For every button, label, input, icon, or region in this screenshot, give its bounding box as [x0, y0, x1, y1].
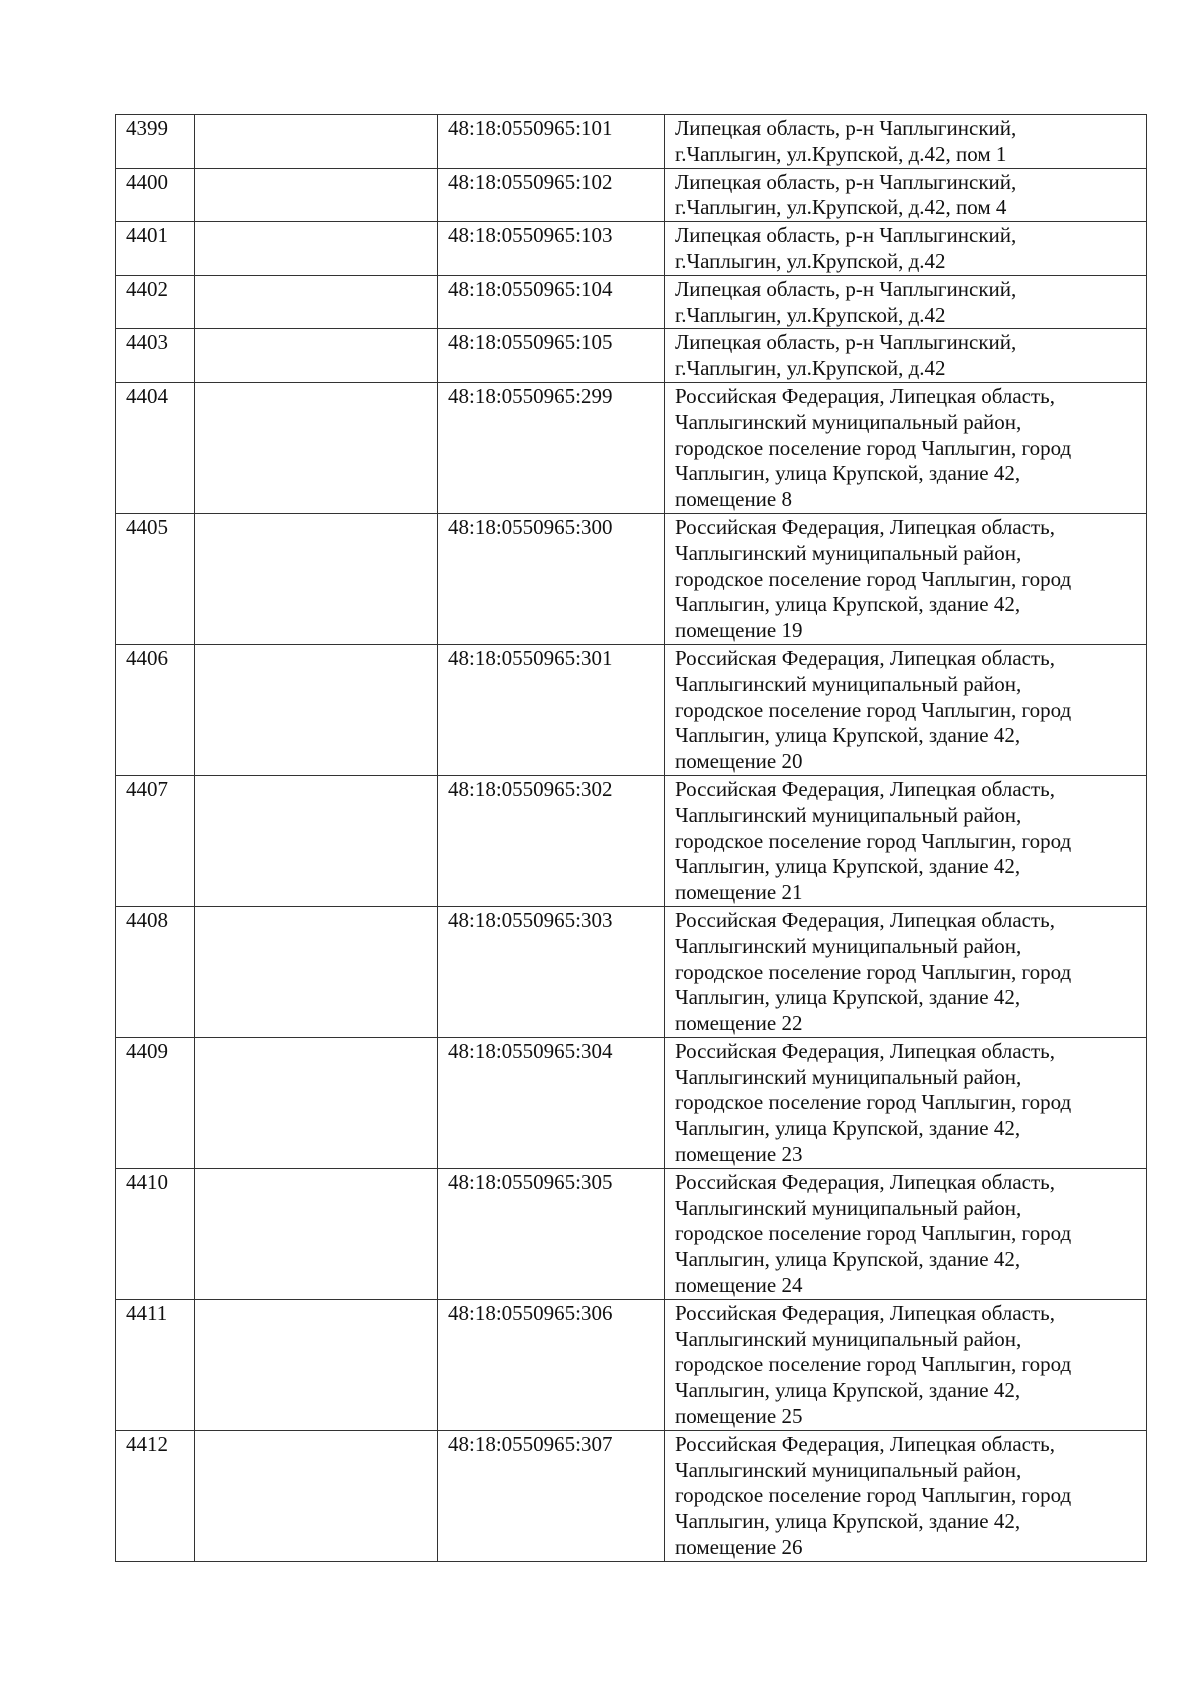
cadastral-number-cell: 48:18:0550965:304 — [438, 1037, 665, 1168]
address-cell — [665, 775, 1147, 906]
address-line: помещение 24 — [675, 1273, 803, 1298]
registry-table-body — [116, 115, 1147, 1562]
record-number-cell: 4404 — [116, 382, 195, 513]
cadastral-number-cell: 48:18:0550965:306 — [438, 1299, 665, 1430]
address-line: Российская Федерация, Липецкая область, — [675, 383, 1056, 408]
address-cell — [665, 1037, 1147, 1168]
record-number-cell: 4399 — [116, 115, 195, 169]
address-line: Российская Федерация, Липецкая область, — [675, 1038, 1056, 1063]
empty-cell — [195, 1168, 438, 1299]
address-line: Российская Федерация, Липецкая область, — [675, 1431, 1056, 1456]
address-line: Липецкая область, р-н Чаплыгинский, — [675, 330, 1017, 355]
empty-cell — [195, 1037, 438, 1168]
address-line: помещение 20 — [675, 749, 803, 774]
address-line: Чаплыгин, улица Крупской, здание 42, — [675, 854, 1021, 879]
address-line: г.Чаплыгин, ул.Крупской, д.42, пом 4 — [675, 195, 1007, 220]
empty-cell — [195, 775, 438, 906]
record-number-cell: 4400 — [116, 168, 195, 222]
address-line: Чаплыгин, улица Крупской, здание 42, — [675, 723, 1021, 748]
address-line: помещение 23 — [675, 1142, 803, 1167]
address-cell — [665, 222, 1147, 276]
address-line: Чаплыгинский муниципальный район, — [675, 933, 1022, 958]
table-row — [116, 1037, 1147, 1168]
address-line: г.Чаплыгин, ул.Крупской, д.42 — [675, 356, 946, 381]
cadastral-number-cell: 48:18:0550965:300 — [438, 513, 665, 644]
address-line: Липецкая область, р-н Чаплыгинский, — [675, 223, 1017, 248]
address-line: городское поселение город Чаплыгин, город — [675, 1221, 1072, 1246]
address-line: городское поселение город Чаплыгин, город — [675, 1483, 1072, 1508]
address-line: Чаплыгин, улица Крупской, здание 42, — [675, 1378, 1021, 1403]
address-line: Чаплыгин, улица Крупской, здание 42, — [675, 1509, 1021, 1534]
address-cell — [665, 115, 1147, 169]
empty-cell — [195, 1430, 438, 1561]
address-line: Российская Федерация, Липецкая область, — [675, 645, 1056, 670]
address-cell — [665, 382, 1147, 513]
cadastral-number-cell: 48:18:0550965:303 — [438, 906, 665, 1037]
record-number-cell: 4407 — [116, 775, 195, 906]
address-line: Чаплыгинский муниципальный район, — [675, 1064, 1022, 1089]
address-line: городское поселение город Чаплыгин, город — [675, 435, 1072, 460]
address-line: городское поселение город Чаплыгин, город — [675, 828, 1072, 853]
record-number-cell: 4403 — [116, 329, 195, 383]
address-line: Чаплыгинский муниципальный район, — [675, 802, 1022, 827]
empty-cell — [195, 513, 438, 644]
address-line: помещение 21 — [675, 880, 803, 905]
address-line: помещение 26 — [675, 1535, 803, 1560]
address-line: Чаплыгинский муниципальный район, — [675, 671, 1022, 696]
empty-cell — [195, 1299, 438, 1430]
table-row — [116, 644, 1147, 775]
table-row — [116, 1299, 1147, 1430]
address-line: Российская Федерация, Липецкая область, — [675, 1300, 1056, 1325]
address-line: Российская Федерация, Липецкая область, — [675, 776, 1056, 801]
record-number-cell: 4412 — [116, 1430, 195, 1561]
address-cell — [665, 513, 1147, 644]
address-cell — [665, 1168, 1147, 1299]
address-line: Российская Федерация, Липецкая область, — [675, 514, 1056, 539]
record-number-cell: 4405 — [116, 513, 195, 644]
address-line: Липецкая область, р-н Чаплыгинский, — [675, 169, 1017, 194]
address-cell — [665, 1299, 1147, 1430]
address-line: Чаплыгинский муниципальный район, — [675, 540, 1022, 565]
table-row — [116, 168, 1147, 222]
cadastral-number-cell: 48:18:0550965:299 — [438, 382, 665, 513]
empty-cell — [195, 382, 438, 513]
address-cell — [665, 906, 1147, 1037]
address-line: Липецкая область, р-н Чаплыгинский, — [675, 116, 1017, 140]
table-row — [116, 906, 1147, 1037]
address-line: г.Чаплыгин, ул.Крупской, д.42 — [675, 248, 946, 273]
address-line: помещение 19 — [675, 618, 803, 643]
empty-cell — [195, 222, 438, 276]
cadastral-number-cell: 48:18:0550965:105 — [438, 329, 665, 383]
cadastral-number-cell: 48:18:0550965:307 — [438, 1430, 665, 1561]
address-line: Чаплыгинский муниципальный район, — [675, 1326, 1022, 1351]
address-line: Чаплыгин, улица Крупской, здание 42, — [675, 1116, 1021, 1141]
address-line: городское поселение город Чаплыгин, город — [675, 959, 1072, 984]
address-line: Чаплыгинский муниципальный район, — [675, 1457, 1022, 1482]
address-line: помещение 8 — [675, 487, 792, 512]
address-line: Чаплыгин, улица Крупской, здание 42, — [675, 1247, 1021, 1272]
cadastral-number-cell: 48:18:0550965:302 — [438, 775, 665, 906]
record-number-cell: 4409 — [116, 1037, 195, 1168]
address-line: помещение 25 — [675, 1404, 803, 1429]
empty-cell — [195, 644, 438, 775]
table-row — [116, 382, 1147, 513]
table-row — [116, 115, 1147, 169]
cadastral-number-cell: 48:18:0550965:102 — [438, 168, 665, 222]
address-line: Чаплыгин, улица Крупской, здание 42, — [675, 985, 1021, 1010]
cadastral-number-cell: 48:18:0550965:103 — [438, 222, 665, 276]
address-line: городское поселение город Чаплыгин, город — [675, 566, 1072, 591]
table-row — [116, 329, 1147, 383]
address-line: г.Чаплыгин, ул.Крупской, д.42 — [675, 302, 946, 327]
record-number-cell: 4411 — [116, 1299, 195, 1430]
cadastral-number-cell: 48:18:0550965:101 — [438, 115, 665, 169]
address-line: Российская Федерация, Липецкая область, — [675, 907, 1056, 932]
address-line: Чаплыгин, улица Крупской, здание 42, — [675, 461, 1021, 486]
address-cell — [665, 644, 1147, 775]
empty-cell — [195, 329, 438, 383]
cadastral-number-cell: 48:18:0550965:301 — [438, 644, 665, 775]
table-row — [116, 1430, 1147, 1561]
address-line: городское поселение город Чаплыгин, город — [675, 1352, 1072, 1377]
record-number-cell: 4410 — [116, 1168, 195, 1299]
table-row — [116, 513, 1147, 644]
address-line: Чаплыгин, улица Крупской, здание 42, — [675, 592, 1021, 617]
table-row — [116, 775, 1147, 906]
address-line: Российская Федерация, Липецкая область, — [675, 1169, 1056, 1194]
address-line: городское поселение город Чаплыгин, город — [675, 1090, 1072, 1115]
cadastral-number-cell: 48:18:0550965:104 — [438, 275, 665, 329]
record-number-cell: 4406 — [116, 644, 195, 775]
registry-table — [115, 114, 1147, 1562]
record-number-cell: 4402 — [116, 275, 195, 329]
empty-cell — [195, 168, 438, 222]
address-cell — [665, 275, 1147, 329]
address-cell — [665, 1430, 1147, 1561]
address-line: Чаплыгинский муниципальный район, — [675, 409, 1022, 434]
address-line: Чаплыгинский муниципальный район, — [675, 1195, 1022, 1220]
table-row — [116, 275, 1147, 329]
table-row — [116, 222, 1147, 276]
address-line: г.Чаплыгин, ул.Крупской, д.42, пом 1 — [675, 141, 1007, 166]
address-cell — [665, 168, 1147, 222]
address-line: Липецкая область, р-н Чаплыгинский, — [675, 276, 1017, 301]
empty-cell — [195, 275, 438, 329]
empty-cell — [195, 906, 438, 1037]
empty-cell — [195, 115, 438, 169]
record-number-cell: 4408 — [116, 906, 195, 1037]
table-row — [116, 1168, 1147, 1299]
record-number-cell: 4401 — [116, 222, 195, 276]
address-line: городское поселение город Чаплыгин, город — [675, 697, 1072, 722]
address-cell — [665, 329, 1147, 383]
cadastral-number-cell: 48:18:0550965:305 — [438, 1168, 665, 1299]
address-line: помещение 22 — [675, 1011, 803, 1036]
